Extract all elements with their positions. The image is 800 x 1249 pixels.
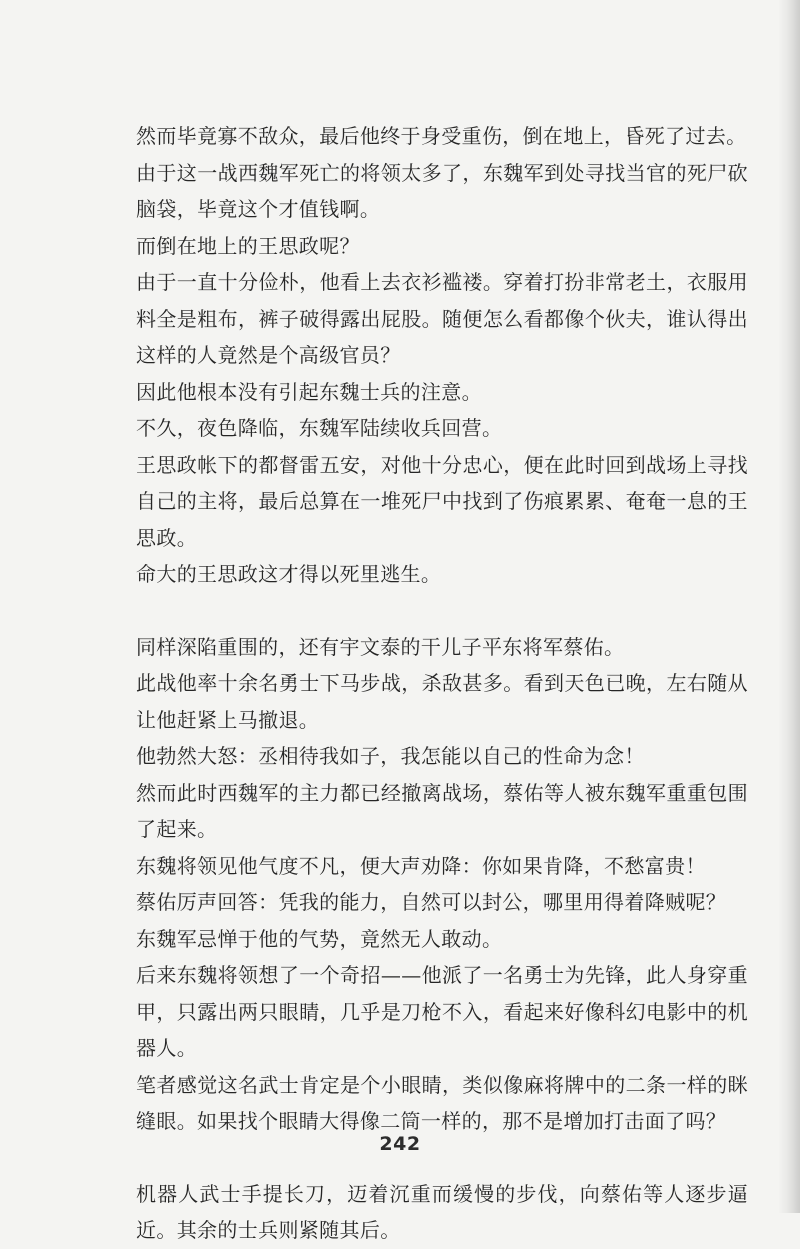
- paragraph-13: 东魏将领见他气度不凡，便大声劝降：你如果肯降，不愁富贵！: [136, 853, 706, 878]
- paragraph-12: 然而此时西魏军的主力都已经撤离战场，蔡佑等人被东魏军重重包围了起来。: [136, 780, 748, 841]
- paragraph-16: 后来东魏将领想了一个奇招——他派了一名勇士为先锋，此人身穿重甲，只露出两只眼睛，几乎是刀枪不入，看起来好像科幻电影中的机器人。: [136, 963, 748, 1060]
- section-gap: [136, 593, 748, 629]
- paragraph-5: 因此他根本没有引起东魏士兵的注意。: [136, 379, 482, 404]
- paragraph-1: 然而毕竟寡不敌众，最后他终于身受重伤，倒在地上，昏死了过去。: [136, 124, 747, 148]
- paragraph-8: 命大的王思政这才得以死里逃生。: [136, 562, 442, 586]
- paragraph-18: 机器人武士手提长刀，迈着沉重而缓慢的步伐，向蔡佑等人逐步逼近。其余的士兵则紧随其后。: [136, 1181, 748, 1242]
- paragraph-10: 此战他率十余名勇士下马步战，杀敌甚多。看到天色已晚，左右随从让他赶紧上马撤退。: [136, 671, 748, 732]
- paragraph-4: 由于一直十分俭朴，他看上去衣衫褴褛。穿着打扮非常老土，衣服用料全是粗布，裤子破得露出屁股。随便怎么看都像个伙夫，谁认得出这样的人竟然是个高级官员？: [136, 270, 748, 367]
- paragraph-14: 蔡佑厉声回答：凭我的能力，自然可以封公，哪里用得着降贼呢？: [136, 890, 727, 914]
- paragraph-2: 由于这一战西魏军死亡的将领太多了，东魏军到处寻找当官的死尸砍脑袋，毕竟这个才值钱啊。: [136, 160, 748, 221]
- paragraph-7: 王思政帐下的都督雷五安，对他十分忠心，便在此时回到战场上寻找自己的主将，最后总算在一堆死尸中找到了伤痕累累、奄奄一息的王思政。: [136, 452, 748, 550]
- paragraph-17: 笔者感觉这名武士肯定是个小眼睛，类似像麻将牌中的二条一样的眯缝眼。如果找个眼睛大得像二筒一样的，那不是增加打击面了吗？: [136, 1072, 748, 1133]
- paragraph-3: 而倒在地上的王思政呢？: [136, 233, 360, 258]
- paragraph-6: 不久，夜色降临，东魏军陆续收兵回营。: [136, 416, 503, 440]
- paragraph-11: 他勃然大怒：丞相待我如子，我怎能以自己的性命为念！: [136, 744, 645, 768]
- body-text: [136, 118, 748, 1249]
- paragraph-9: 同样深陷重围的，还有宇文泰的干儿子平东将军蔡佑。: [136, 634, 625, 659]
- page-edge-shadow: [778, 0, 800, 1213]
- page-number: 242: [379, 1133, 421, 1155]
- paragraph-15: 东魏军忌惮于他的气势，竟然无人敢动。: [136, 926, 503, 951]
